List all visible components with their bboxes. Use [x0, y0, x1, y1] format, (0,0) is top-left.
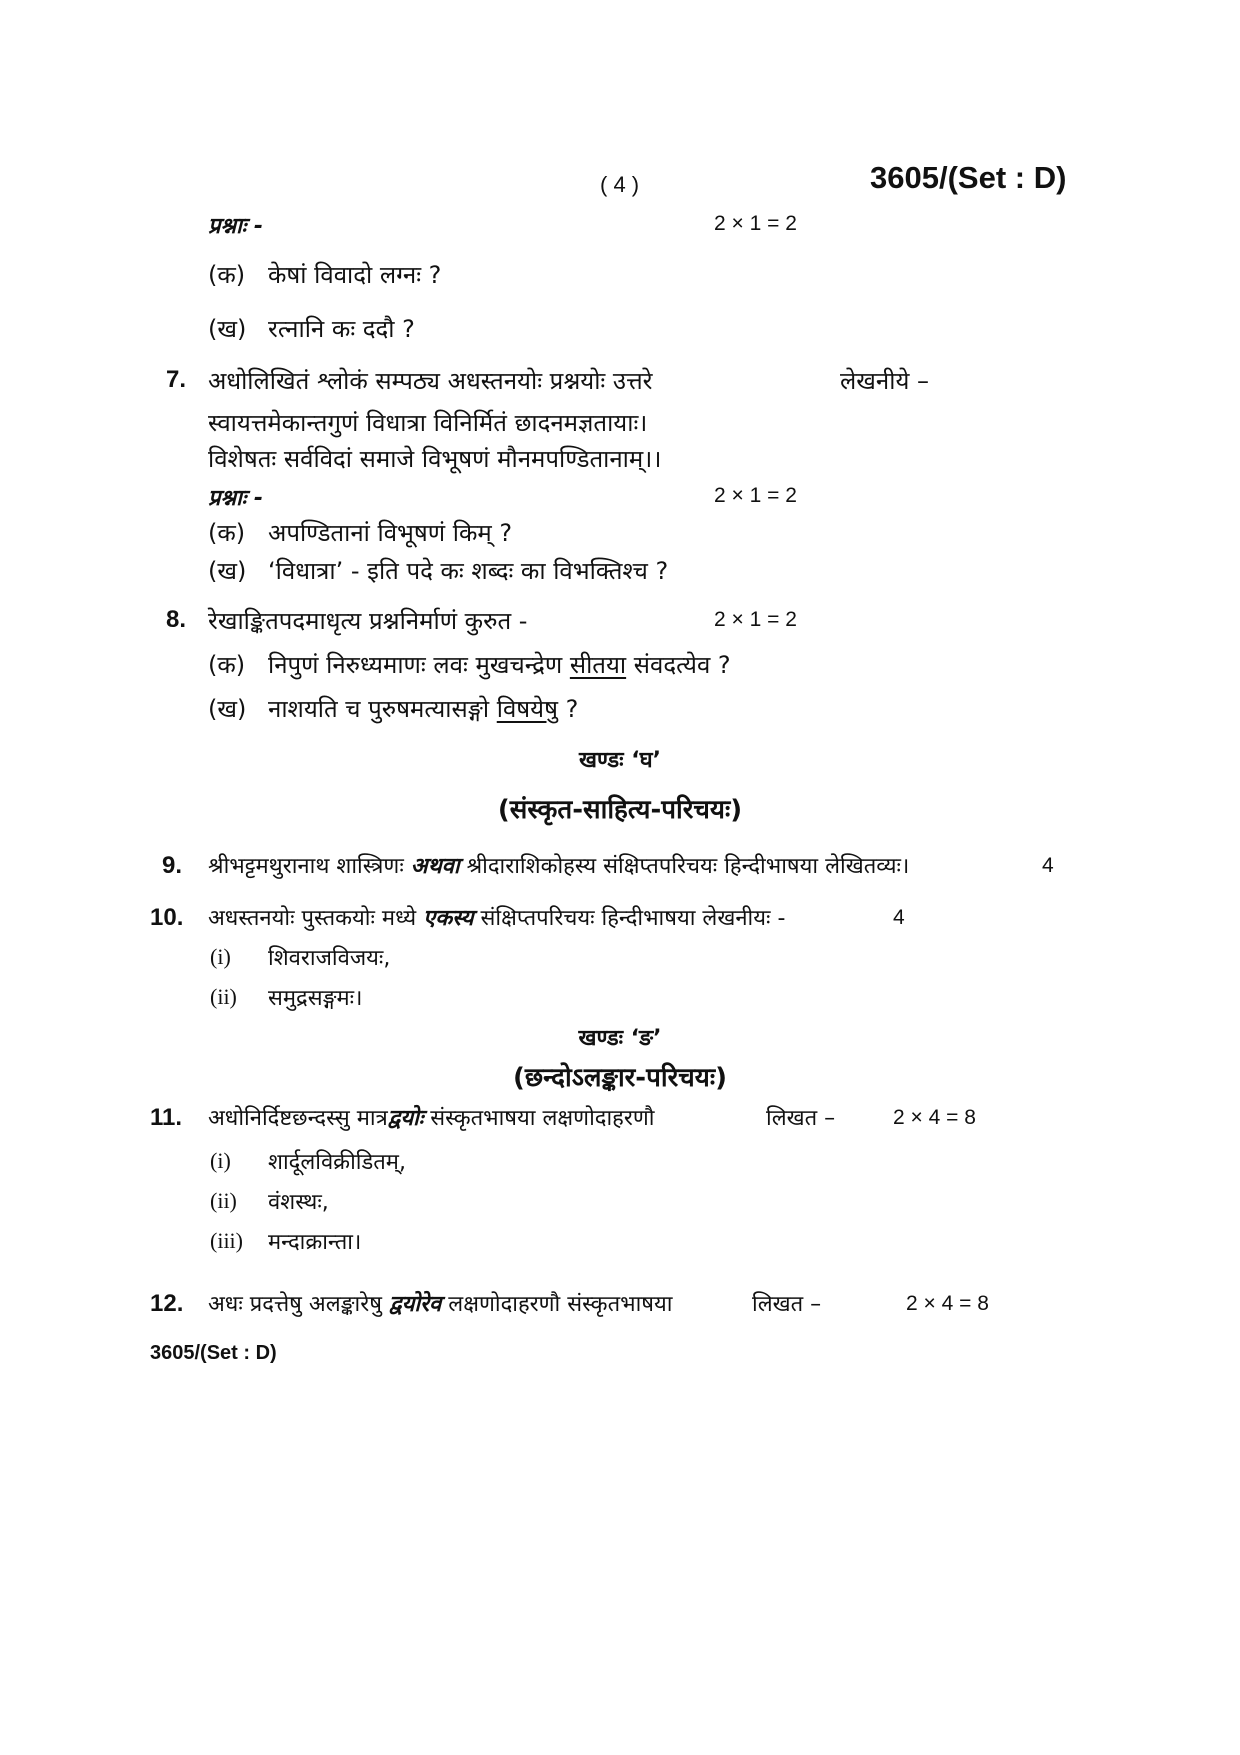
sub-label: (क) — [208, 261, 246, 289]
sub-question-text: केषां विवादो लग्नः ? — [268, 261, 442, 289]
question-instruction: लिखत – — [766, 1106, 836, 1131]
marks: 2 × 4 = 8 — [906, 1292, 989, 1315]
text-segment: लक्षणोदाहरणौ संस्कृतभाषया — [448, 1292, 673, 1317]
sub-label: (क) — [208, 651, 246, 679]
question-text — [208, 902, 785, 932]
emphasis-word: द्वयोः — [387, 1106, 424, 1131]
question-number: 11. — [150, 1104, 183, 1131]
section-title: खण्डः ‘घ’ — [578, 748, 662, 773]
sub-question-text — [268, 648, 731, 681]
text-segment: नाशयति च पुरुषमत्यासङ्गो — [268, 695, 490, 723]
sub-label: (ख) — [208, 557, 247, 585]
text-segment: संक्षिप्तपरिचयः हिन्दीभाषया लेखनीयः - — [480, 906, 786, 931]
text-segment: संस्कृतभाषया लक्षणोदाहरणौ — [430, 1106, 655, 1131]
marks: 2 × 1 = 2 — [714, 608, 797, 631]
question-number: 10. — [150, 904, 184, 931]
text-segment: श्रीदाराशिकोहस्य संक्षिप्तपरिचयः हिन्दीभाषया लेखितव्यः। — [466, 854, 910, 879]
question-number: 12. — [150, 1290, 184, 1317]
sub-question-text: शिवराजविजयः, — [268, 946, 391, 971]
sub-label: (i) — [210, 1148, 231, 1173]
sub-question-text — [268, 692, 578, 725]
question-text — [208, 1102, 654, 1132]
verse-line: विशेषतः सर्वविदां समाजे विभूषणं मौनमपण्डितानाम्।। — [208, 445, 662, 473]
sub-label: (ख) — [208, 315, 247, 343]
sub-label: (ii) — [210, 984, 237, 1009]
question-number: 7. — [166, 366, 187, 393]
sub-question-text: समुद्रसङ्गमः। — [268, 986, 363, 1011]
sub-question-text: अपण्डितानां विभूषणं किम् ? — [268, 519, 513, 547]
prashna-heading: प्रश्नाः - — [208, 214, 264, 239]
sub-question-text: ‘विधात्रा’ - इति पदे कः शब्दः का विभक्तिश्च ? — [268, 557, 669, 585]
marks: 4 — [893, 906, 905, 929]
sub-label: (iii) — [210, 1228, 243, 1253]
question-number: 8. — [166, 606, 187, 633]
page-number: ( 4 ) — [600, 172, 640, 197]
question-instruction: लेखनीये – — [840, 367, 929, 395]
marks: 2 × 4 = 8 — [893, 1106, 976, 1129]
question-text: रेखाङ्कितपदमाधृत्य प्रश्ननिर्माणं कुरुत - — [208, 607, 528, 635]
question-text: अधोलिखितं श्लोकं सम्पठ्य अधस्तनयोः प्रश्नयोः उत्तरे — [208, 367, 653, 395]
section-title: खण्डः ‘ङ’ — [578, 1026, 662, 1051]
text-segment: अधोनिर्दिष्टछन्दस्सु मात्र — [208, 1106, 388, 1131]
sub-label: (i) — [210, 944, 231, 969]
marks: 2 × 1 = 2 — [714, 484, 797, 507]
marks: 4 — [1042, 854, 1054, 877]
sub-label: (ii) — [210, 1188, 237, 1213]
text-segment: श्रीभट्टमथुरानाथ शास्त्रिणः — [208, 854, 404, 879]
text-segment: संवदत्येव ? — [633, 651, 731, 679]
verse-line: स्वायत्तमेकान्तगुणं विधात्रा विनिर्मितं छादनमज्ञतायाः। — [208, 409, 648, 437]
sub-label: (क) — [208, 519, 246, 547]
paper-code: 3605/(Set : D) — [870, 160, 1067, 195]
sub-question-text: मन्दाक्रान्ता। — [268, 1230, 362, 1255]
emphasis-word: अथवा — [410, 854, 460, 879]
sub-question-text: रत्नानि कः ददौ ? — [268, 315, 415, 343]
question-text — [208, 1288, 672, 1318]
question-number: 9. — [162, 852, 183, 879]
section-subtitle: (छन्दोऽलङ्कार-परिचयः) — [513, 1063, 727, 1093]
emphasis-word: द्वयोरेव — [388, 1292, 442, 1317]
text-segment: अधस्तनयोः पुस्तकयोः मध्ये — [208, 906, 417, 931]
text-segment: निपुणं निरुध्यमाणः लवः मुखचन्द्रेण — [268, 651, 563, 679]
underlined-word: सीतया — [569, 651, 627, 679]
emphasis-word: एकस्य — [423, 906, 474, 931]
question-instruction: लिखत – — [752, 1292, 822, 1317]
sub-question-text: वंशस्थः, — [268, 1190, 329, 1215]
prashna-heading: प्रश्नाः - — [208, 486, 264, 511]
marks: 2 × 1 = 2 — [714, 212, 797, 235]
section-subtitle: (संस्कृत-साहित्य-परिचयः) — [497, 795, 743, 825]
sub-question-text: शार्दूलविक्रीडितम्, — [268, 1150, 406, 1175]
sub-label: (ख) — [208, 695, 247, 723]
footer-paper-code: 3605/(Set : D) — [150, 1342, 277, 1364]
text-segment: अधः प्रदत्तेषु अलङ्कारेषु — [208, 1292, 382, 1317]
question-text — [208, 850, 909, 880]
underlined-word: विषयेषु — [496, 695, 558, 723]
text-segment: ? — [565, 695, 579, 723]
